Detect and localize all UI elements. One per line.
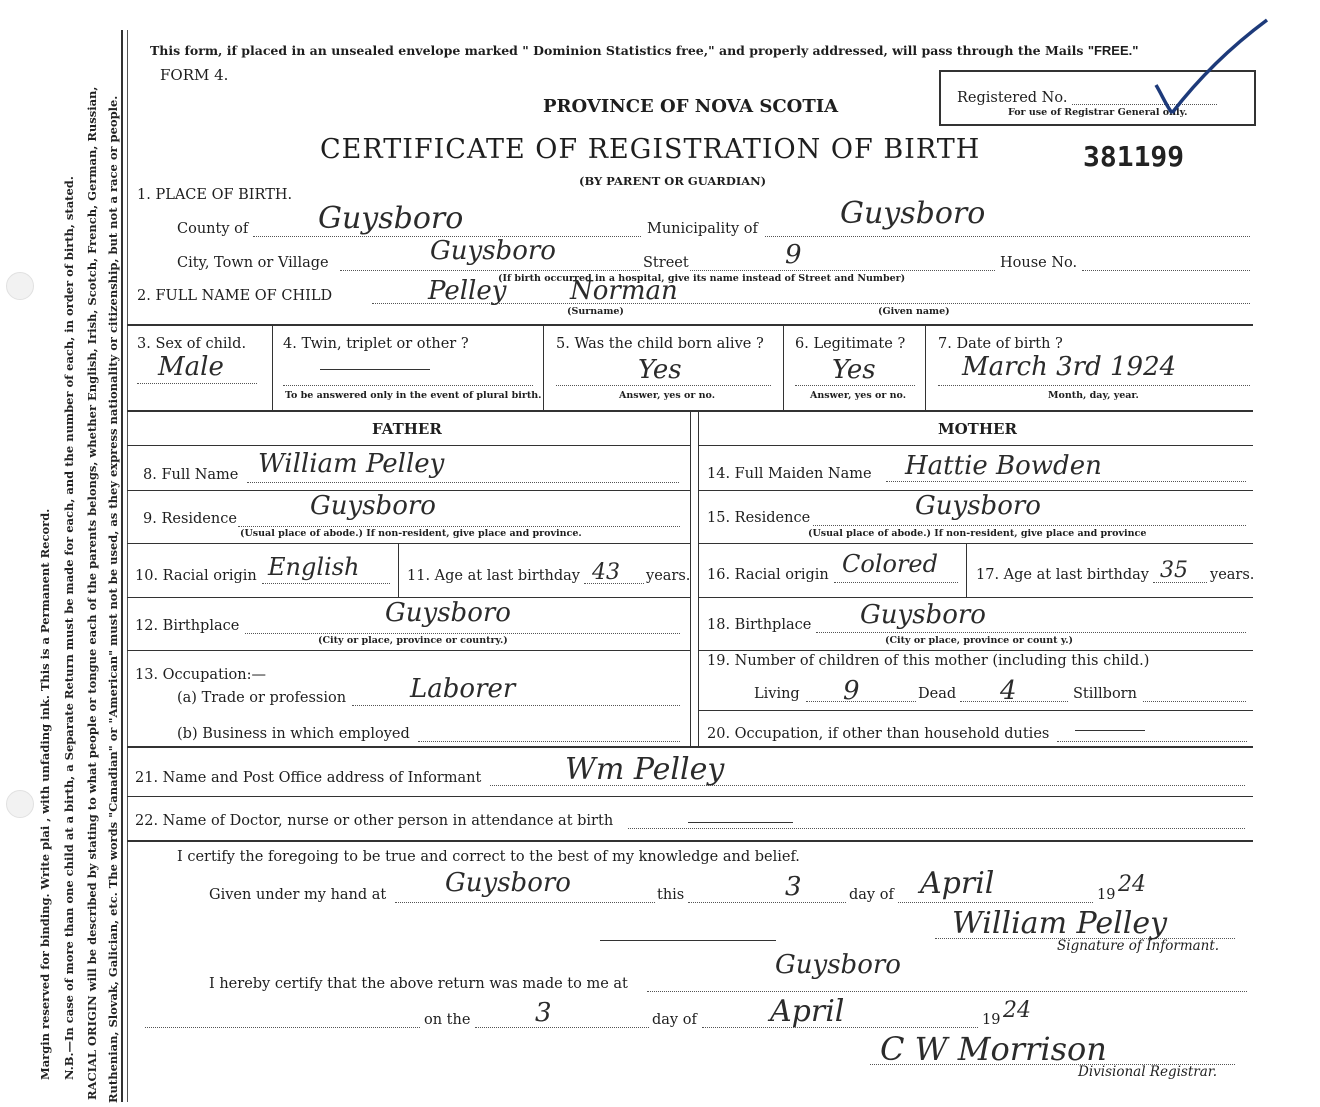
registrar-day-line bbox=[475, 1027, 649, 1028]
father-heading: FATHER bbox=[372, 420, 442, 438]
registrar-caption: Divisional Registrar. bbox=[1078, 1064, 1218, 1080]
registered-no-label: Registered No. bbox=[957, 90, 1068, 106]
father-age-label: 11. Age at last birthday bbox=[407, 568, 580, 584]
father-trade-label: (a) Trade or profession bbox=[177, 690, 347, 706]
father-name-line bbox=[247, 482, 679, 483]
municipality-value: Guysboro bbox=[840, 196, 986, 231]
mother-birthplace-value: Guysboro bbox=[860, 600, 986, 630]
given-day-value: 3 bbox=[785, 872, 802, 902]
father-business-label: (b) Business in which employed bbox=[177, 726, 410, 742]
mother-racial-age-divider bbox=[966, 543, 967, 597]
mother-birthplace-line bbox=[816, 632, 1246, 633]
house-no-label: House No. bbox=[1000, 255, 1078, 271]
municipality-label: Municipality of bbox=[647, 221, 758, 237]
street-line bbox=[690, 270, 995, 271]
father-racial-age-divider bbox=[398, 543, 399, 597]
certify-statement: I certify the foregoing to be true and correct to the best of my knowledge and belief. bbox=[177, 849, 800, 865]
dead-label: Dead bbox=[918, 686, 957, 702]
mother-racial-line bbox=[834, 582, 958, 583]
informant-signature: William Pelley bbox=[952, 906, 1168, 941]
sex-label: 3. Sex of child. bbox=[137, 336, 247, 352]
row12-rule-father bbox=[127, 650, 690, 651]
row16-rule-mother bbox=[698, 597, 1253, 598]
signature-caption: Signature of Informant. bbox=[1057, 938, 1220, 954]
heading-rule-father bbox=[127, 445, 690, 446]
binding-hole-bottom bbox=[6, 790, 34, 818]
row15-rule-mother bbox=[698, 543, 1253, 544]
city-label: City, Town or Village bbox=[177, 255, 329, 271]
row-boxes-top bbox=[127, 324, 1253, 326]
divider-3-4 bbox=[272, 324, 273, 410]
registrar-year-suffix: 24 bbox=[1003, 998, 1031, 1023]
alive-caption: Answer, yes or no. bbox=[619, 390, 716, 401]
check-mark-icon bbox=[1150, 15, 1275, 120]
twin-dash bbox=[320, 369, 430, 370]
given-place-value: Guysboro bbox=[445, 868, 571, 898]
alive-value: Yes bbox=[638, 355, 682, 385]
street-value: 9 bbox=[785, 240, 802, 270]
registrar-use-note: For use of Registrar General only. bbox=[1008, 107, 1188, 118]
mother-name-line bbox=[886, 481, 1246, 482]
alive-line bbox=[556, 385, 771, 386]
father-birthplace-caption: (City or place, province or country.) bbox=[318, 635, 508, 646]
mother-age-value: 35 bbox=[1160, 558, 1188, 583]
father-residence-label: 9. Residence bbox=[143, 511, 237, 527]
mother-children-label: 19. Number of children of this mother (including this child.) bbox=[707, 653, 1150, 669]
registrar-statement: I hereby certify that the above return was made to me at bbox=[209, 976, 628, 992]
on-the-label: on the bbox=[424, 1012, 471, 1028]
father-name-label: 8. Full Name bbox=[143, 467, 239, 483]
father-residence-line bbox=[238, 526, 680, 527]
father-business-line bbox=[418, 741, 680, 742]
registrar-signature: C W Morrison bbox=[880, 1030, 1107, 1068]
father-trade-value: Laborer bbox=[410, 674, 516, 704]
dob-value: March 3rd 1924 bbox=[962, 352, 1177, 382]
father-birthplace-line bbox=[245, 633, 680, 634]
father-racial-value: English bbox=[268, 553, 360, 581]
row19-rule-mother bbox=[698, 710, 1253, 711]
row18-rule-mother bbox=[698, 650, 1253, 651]
doctor-line bbox=[628, 828, 1245, 829]
this-label: this bbox=[657, 887, 685, 903]
mail-note-free: "FREE." bbox=[1087, 43, 1139, 58]
father-trade-line bbox=[352, 705, 680, 706]
parents-divider-right bbox=[698, 410, 699, 746]
father-residence-value: Guysboro bbox=[310, 491, 436, 521]
doctor-label: 22. Name of Doctor, nurse or other person in attendance at birth bbox=[135, 813, 614, 829]
child-name-label: 2. FULL NAME OF CHILD bbox=[137, 288, 333, 304]
registrar-day-of-label: day of bbox=[652, 1012, 697, 1028]
twin-line bbox=[283, 385, 533, 386]
twin-label: 4. Twin, triplet or other ? bbox=[283, 336, 469, 352]
divider-5-6 bbox=[783, 324, 784, 410]
mother-residence-value: Guysboro bbox=[915, 491, 1041, 521]
father-racial-label: 10. Racial origin bbox=[135, 568, 257, 584]
given-place-line bbox=[395, 902, 655, 903]
given-day-line bbox=[688, 902, 846, 903]
living-value: 9 bbox=[843, 676, 860, 706]
mail-note bbox=[150, 43, 1138, 58]
dob-line bbox=[938, 385, 1250, 386]
given-month-value: April bbox=[920, 866, 995, 901]
binding-hole-top bbox=[6, 272, 34, 300]
registrar-month-value: April bbox=[770, 994, 845, 1029]
legitimate-caption: Answer, yes or no. bbox=[810, 390, 907, 401]
county-value: Guysboro bbox=[318, 201, 464, 236]
county-label: County of bbox=[177, 221, 249, 237]
margin-rule-inner bbox=[127, 30, 128, 1102]
certificate-subtitle: (BY PARENT OR GUARDIAN) bbox=[579, 174, 767, 188]
city-line bbox=[340, 270, 640, 271]
mother-name-label: 14. Full Maiden Name bbox=[707, 466, 872, 482]
mother-residence-caption: (Usual place of abode.) If non-resident, give place and province bbox=[808, 528, 1147, 539]
city-value: Guysboro bbox=[430, 236, 556, 266]
legitimate-line bbox=[795, 385, 915, 386]
mother-birthplace-label: 18. Birthplace bbox=[707, 617, 812, 633]
stillborn-line bbox=[1143, 701, 1246, 702]
twin-note: To be answered only in the event of plural birth. bbox=[285, 390, 542, 401]
father-racial-line bbox=[262, 583, 390, 584]
margin-note-multiple-births: N.B.—In case of more than one child at a birth, a Separate Return must be made for each, and the number of each, in order of birth, stated. bbox=[62, 176, 76, 1080]
mother-birthplace-caption: (City or place, province or count y.) bbox=[885, 635, 1074, 646]
registrar-place-value: Guysboro bbox=[775, 950, 901, 980]
informant-value: Wm Pelley bbox=[565, 752, 725, 787]
form-number: FORM 4. bbox=[160, 66, 229, 84]
mother-occupation-dash bbox=[1075, 730, 1145, 731]
child-surname: Pelley bbox=[428, 276, 507, 306]
registrar-place-line bbox=[647, 991, 1247, 992]
legitimate-label: 6. Legitimate ? bbox=[795, 336, 906, 352]
doctor-dash bbox=[688, 822, 793, 823]
mother-heading: MOTHER bbox=[938, 420, 1017, 438]
divider-4-5 bbox=[543, 324, 544, 410]
mother-racial-value: Colored bbox=[842, 550, 938, 578]
row9-rule-father bbox=[127, 543, 690, 544]
given-year-prefix: 19 bbox=[1097, 887, 1116, 903]
place-of-birth-label: 1. PLACE OF BIRTH. bbox=[137, 187, 293, 203]
heading-rule-mother bbox=[698, 445, 1253, 446]
registrar-lead-line bbox=[145, 1027, 420, 1028]
hospital-note: (If birth occurred in a hospital, give its name instead of Street and Number) bbox=[498, 273, 906, 284]
given-year-suffix: 24 bbox=[1118, 872, 1146, 897]
province-heading: PROVINCE OF NOVA SCOTIA bbox=[543, 96, 839, 117]
signature-rule bbox=[600, 940, 776, 941]
mother-residence-line bbox=[813, 525, 1246, 526]
day-of-label: day of bbox=[849, 887, 894, 903]
mother-occupation-label: 20. Occupation, if other than household duties bbox=[707, 726, 1050, 742]
living-label: Living bbox=[754, 686, 800, 702]
dob-label: 7. Date of birth ? bbox=[938, 336, 1063, 352]
certificate-number: 381199 bbox=[1083, 140, 1185, 173]
registrar-day-value: 3 bbox=[535, 998, 552, 1028]
father-residence-caption: (Usual place of abode.) If non-resident, give place and province. bbox=[240, 528, 582, 539]
sex-line bbox=[137, 383, 257, 384]
mail-note-text: This form, if placed in an unsealed envelope marked " Dominion Statistics free," and properly addressed, will pass through the Mails bbox=[150, 43, 1088, 58]
father-occupation-label: 13. Occupation:— bbox=[135, 667, 266, 683]
dob-caption: Month, day, year. bbox=[1048, 390, 1139, 401]
surname-caption: (Surname) bbox=[567, 306, 624, 317]
margin-note-binding: Margin reserved for binding. Write plai , with unfading ink. This is a Permanent Record. bbox=[38, 508, 52, 1080]
street-label: Street bbox=[643, 255, 689, 271]
given-month-line bbox=[898, 902, 1093, 903]
mother-years-label: years. bbox=[1210, 567, 1255, 583]
row22-rule bbox=[127, 840, 1253, 842]
mother-occupation-line bbox=[1057, 741, 1247, 742]
alive-label: 5. Was the child born alive ? bbox=[556, 336, 764, 352]
mother-racial-label: 16. Racial origin bbox=[707, 567, 829, 583]
margin-note-nationality: Ruthenian, Slovak, Galician, etc. The words "Canadian" or "American" must not be used, as they express nationality or citizenship, but not a race or people. bbox=[106, 95, 120, 1103]
stillborn-label: Stillborn bbox=[1073, 686, 1137, 702]
sex-value: Male bbox=[158, 352, 224, 382]
row21-rule bbox=[127, 796, 1253, 797]
child-given-name: Norman bbox=[570, 276, 678, 306]
mother-residence-label: 15. Residence bbox=[707, 510, 811, 526]
given-at-label: Given under my hand at bbox=[209, 887, 387, 903]
mother-name-value: Hattie Bowden bbox=[905, 451, 1102, 481]
informant-label: 21. Name and Post Office address of Informant bbox=[135, 770, 482, 786]
given-name-caption: (Given name) bbox=[878, 306, 950, 317]
living-line bbox=[806, 701, 916, 702]
parents-bottom bbox=[127, 746, 1253, 748]
divider-6-7 bbox=[925, 324, 926, 410]
father-age-value: 43 bbox=[592, 560, 620, 585]
legitimate-value: Yes bbox=[832, 355, 876, 385]
margin-rule bbox=[121, 30, 123, 1102]
registrar-year-prefix: 19 bbox=[982, 1012, 1001, 1028]
municipality-line bbox=[765, 236, 1250, 237]
father-birthplace-label: 12. Birthplace bbox=[135, 618, 240, 634]
certificate-title: CERTIFICATE OF REGISTRATION OF BIRTH bbox=[320, 134, 981, 165]
father-birthplace-value: Guysboro bbox=[385, 598, 511, 628]
father-name-value: William Pelley bbox=[258, 449, 445, 479]
margin-note-racial-origin: RACIAL ORIGIN will be described by stating to what people or tongue each of the parents belongs, whether English, Irish, Scotch, French, German, Russian, bbox=[85, 86, 99, 1100]
dead-value: 4 bbox=[1000, 676, 1017, 706]
mother-age-label: 17. Age at last birthday bbox=[976, 567, 1149, 583]
father-years-label: years. bbox=[646, 568, 691, 584]
house-no-line bbox=[1082, 270, 1250, 271]
